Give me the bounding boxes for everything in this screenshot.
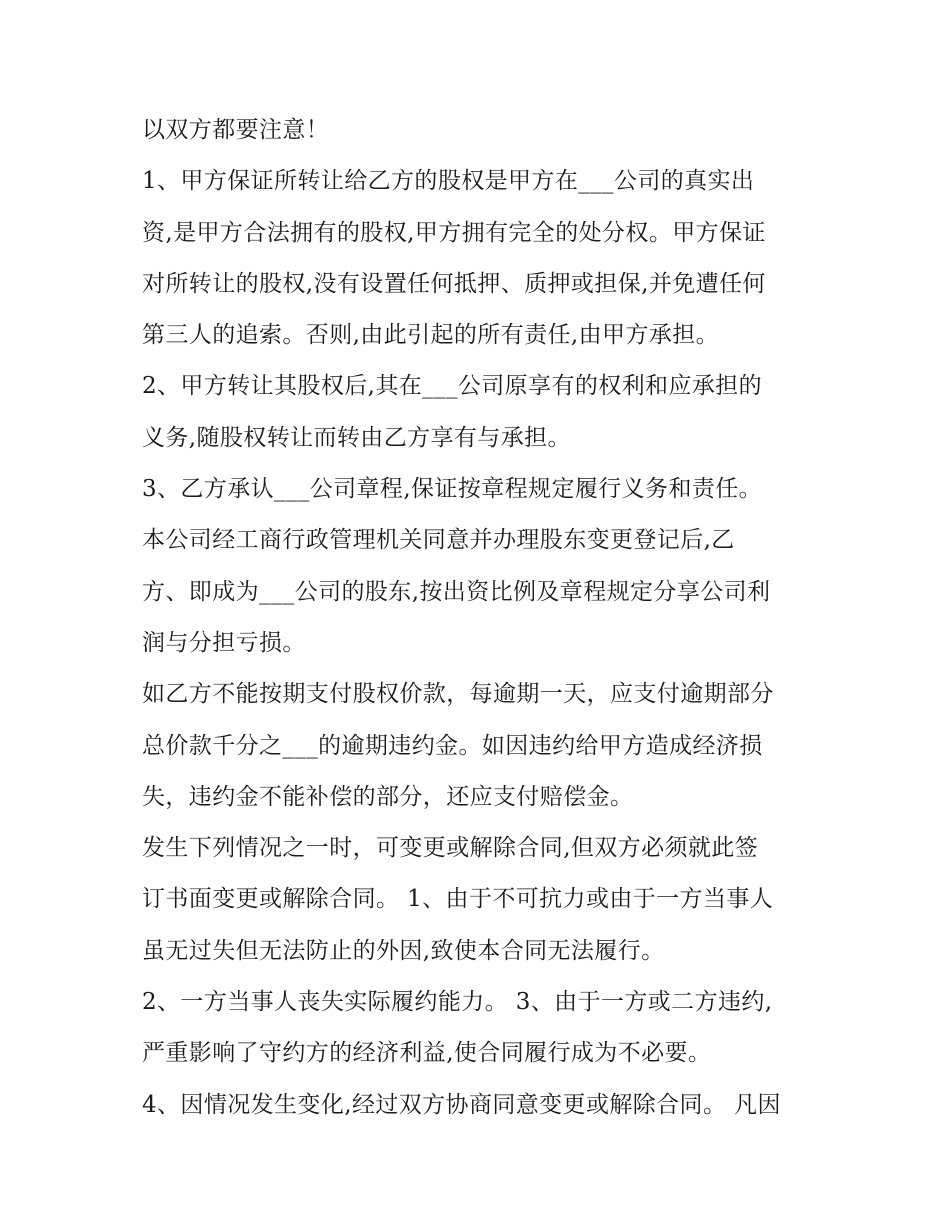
text-line: 本公司经工商行政管理机关同意并办理股东变更登记后,乙 [142, 527, 735, 554]
text-line: 义务,随股权转让而转由乙方享有与承担。 [142, 424, 571, 451]
text-line: 第三人的追索。否则,由此引起的所有责任,由甲方承担。 [142, 322, 720, 349]
text-line: 发生下列情况之一时，可变更或解除合同,但双方必须就此签 [142, 835, 759, 862]
text-line: 失，违约金不能补偿的部分，还应支付赔偿金。 [142, 783, 634, 810]
text-line: 以双方都要注意！ [142, 117, 330, 143]
text-line: 2、一方当事人丧失实际履约能力。 3、由于一方或二方违约, [142, 989, 773, 1016]
text-line: 订书面变更或解除合同。 1、由于不可抗力或由于一方当事人 [142, 886, 774, 913]
text-line: 4、因情况发生变化,经过双方协商同意变更或解除合同。 凡因 [142, 1091, 781, 1118]
text-line: 润与分担亏损。 [142, 629, 306, 656]
text-line: 1、甲方保证所转让给乙方的股权是甲方在___公司的真实出 [142, 168, 755, 195]
text-line: 如乙方不能按期支付股权价款，每逾期一天，应支付逾期部分 [142, 681, 774, 708]
text-line: 总价款千分之___的逾期违约金。如因违约给甲方造成经济损 [142, 732, 763, 759]
document-body [142, 108, 822, 1134]
text-line: 虽无过失但无法防止的外因,致使本合同无法履行。 [142, 937, 665, 964]
text-line: 方、即成为___公司的股东,按出资比例及章程规定分享公司利 [142, 578, 771, 605]
text-line: 资,是甲方合法拥有的股权,甲方拥有完全的处分权。甲方保证 [142, 219, 766, 246]
text-line: 严重影响了守约方的经济利益,使合同履行成为不必要。 [142, 1040, 712, 1067]
text-line: 3、乙方承认___公司章程,保证按章程规定履行义务和责任。 [142, 476, 763, 503]
text-line: 2、甲方转让其股权后,其在___公司原享有的权利和应承担的 [142, 373, 763, 400]
text-line: 对所转让的股权,没有设置任何抵押、质押或担保,并免遭任何 [142, 270, 766, 297]
